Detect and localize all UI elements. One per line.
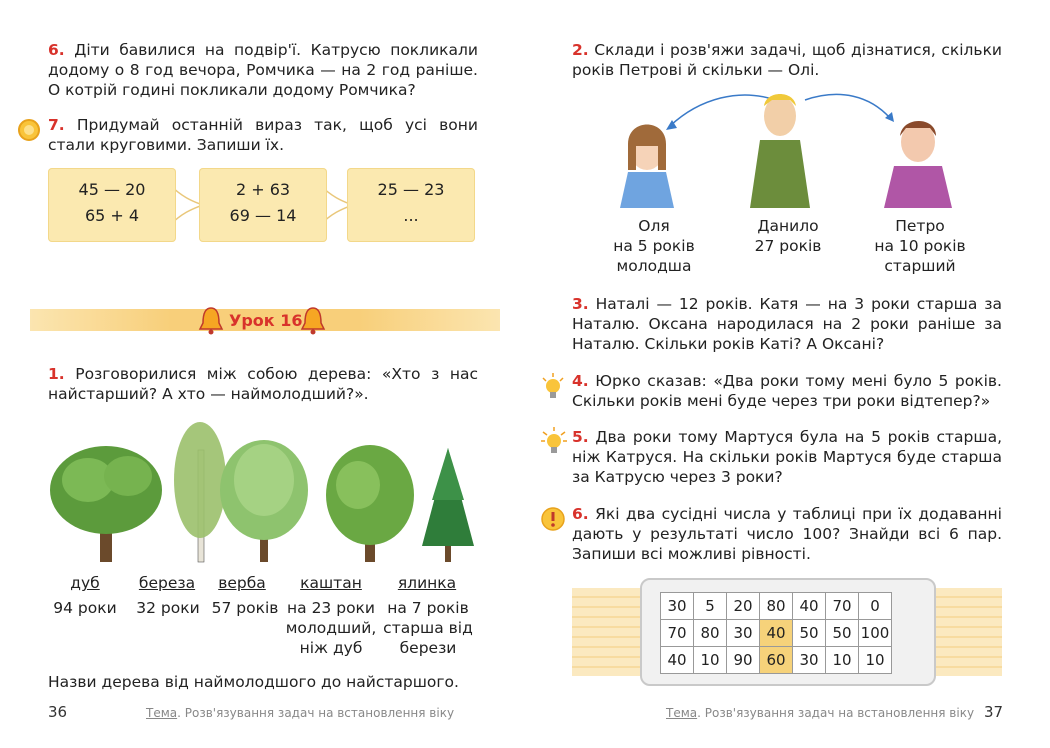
tree-age-willow: 57 років [211,599,279,617]
lightbulb-icon [540,426,568,458]
tree-label-spruce: ялинка [397,574,457,592]
task-1-left [48,364,478,404]
table-row: 40 10 90 60 30 10 10 [661,647,892,674]
tree-label-chestnut: каштан [300,574,362,592]
olya-figure [620,125,674,209]
task-number: 6. [48,41,65,59]
expression: ... [403,206,419,225]
page-number-left: 36 [48,703,68,721]
tree-label-willow: верба [218,574,266,592]
lightbulb-icon [540,372,566,402]
spruce-tree-image [422,448,474,562]
expression: 65 + 4 [84,206,140,225]
expression-card-2 [199,168,327,242]
task-text: Розговорилися між собою дерева: «Хто з нас найстарший? А хто — наймолодший?». [48,365,478,403]
table-row: 30 5 20 80 40 70 0 [661,593,892,620]
task-text: Придумай останній вираз так, щоб усі вони стали круговими. Запиши їх. [48,116,478,154]
task-number: 4. [572,372,589,390]
tree-age-chestnut: на 23 роки молодший, ніж дуб [285,599,377,657]
task-6-right [572,504,1002,564]
tree-age-spruce: на 7 років старша від берези [383,599,473,657]
page-number-right: 37 [984,703,1004,721]
question-text: Назви дерева від наймолодшого до найстаршого. [48,673,459,691]
oak-tree-image [50,446,162,562]
person-petro: Петро на 10 років старший [874,217,966,275]
task-number: 3. [572,295,589,313]
task-2-right [572,40,1002,80]
task-number: 7. [48,116,65,134]
tree-age-birch: 32 роки [136,599,200,617]
task-7-left [48,115,478,155]
task-text: Наталі — 12 років. Катя — на 3 роки старша за Наталю. Оксана народилася на 2 роки раніше за Наталю. Скільки років Каті? А Оксані? [572,295,1002,353]
task-number: 5. [572,428,589,446]
children-illustration [600,88,980,212]
table-row: 70 80 30 40 50 50 100 [661,620,892,647]
expression: 25 — 23 [377,180,445,199]
task-4-right [572,371,1002,411]
task-text: Два роки тому Мартуся була на 5 років старша, ніж Катруся. На скільки років Мартуся буде старша за Катрусю через 3 роки? [572,428,1002,486]
willow-tree-image [220,440,308,562]
task-number: 2. [572,41,589,59]
task-5-right [572,427,1002,487]
footer-right: Тема. Розв'язування задач на встановлення віку [666,706,975,720]
expression: 2 + 63 [235,180,291,199]
task-text: Юрко сказав: «Два роки тому мені було 5 років. Скільки років мені буде через три роки відтепер?» [572,372,1002,410]
task-3-right [572,294,1002,354]
expression: 69 — 14 [229,206,297,225]
tree-age-oak: 94 роки [53,599,117,617]
person-olya: Оля на 5 років молодша [613,217,695,275]
lesson-title: Урок 16 [229,311,303,330]
chestnut-tree-image [326,445,414,562]
danylo-figure [750,94,810,208]
task-text: Які два сусідні числа у таблиці при їх додаванні дають у результаті число 100? Знайди всі 6 пар. Запиши всі можливі рівності. [572,505,1002,563]
petro-figure [884,121,952,208]
trees-illustration [48,420,478,568]
exclamation-icon [540,506,566,532]
task-number: 1. [48,365,65,383]
tree-label-oak: дуб [70,574,100,592]
bell-icon [300,305,326,335]
person-danylo: Данило 27 років [754,217,822,255]
task-text: Склади і розв'яжи задачі, щоб дізнатися, скільки років Петрові й скільки — Олі. [572,41,1002,79]
expression-card-1 [48,168,176,242]
task-number: 6. [572,505,589,523]
footer-left: Тема. Розв'язування задач на встановлення віку [146,706,455,720]
sun-icon [16,117,42,143]
number-table [660,592,892,674]
tree-label-birch: береза [138,574,196,592]
task-text: Діти бавилися на подвір'ї. Катрусю покликали додому о 8 год вечора, Ромчика — на 2 год раніше. О котрій годині покликали додому Ромчика? [48,41,478,99]
expression-card-3 [347,168,475,242]
expression: 45 — 20 [78,180,146,199]
birch-tree-image [174,422,226,562]
task-6-left [48,40,478,100]
bell-icon [198,305,224,335]
